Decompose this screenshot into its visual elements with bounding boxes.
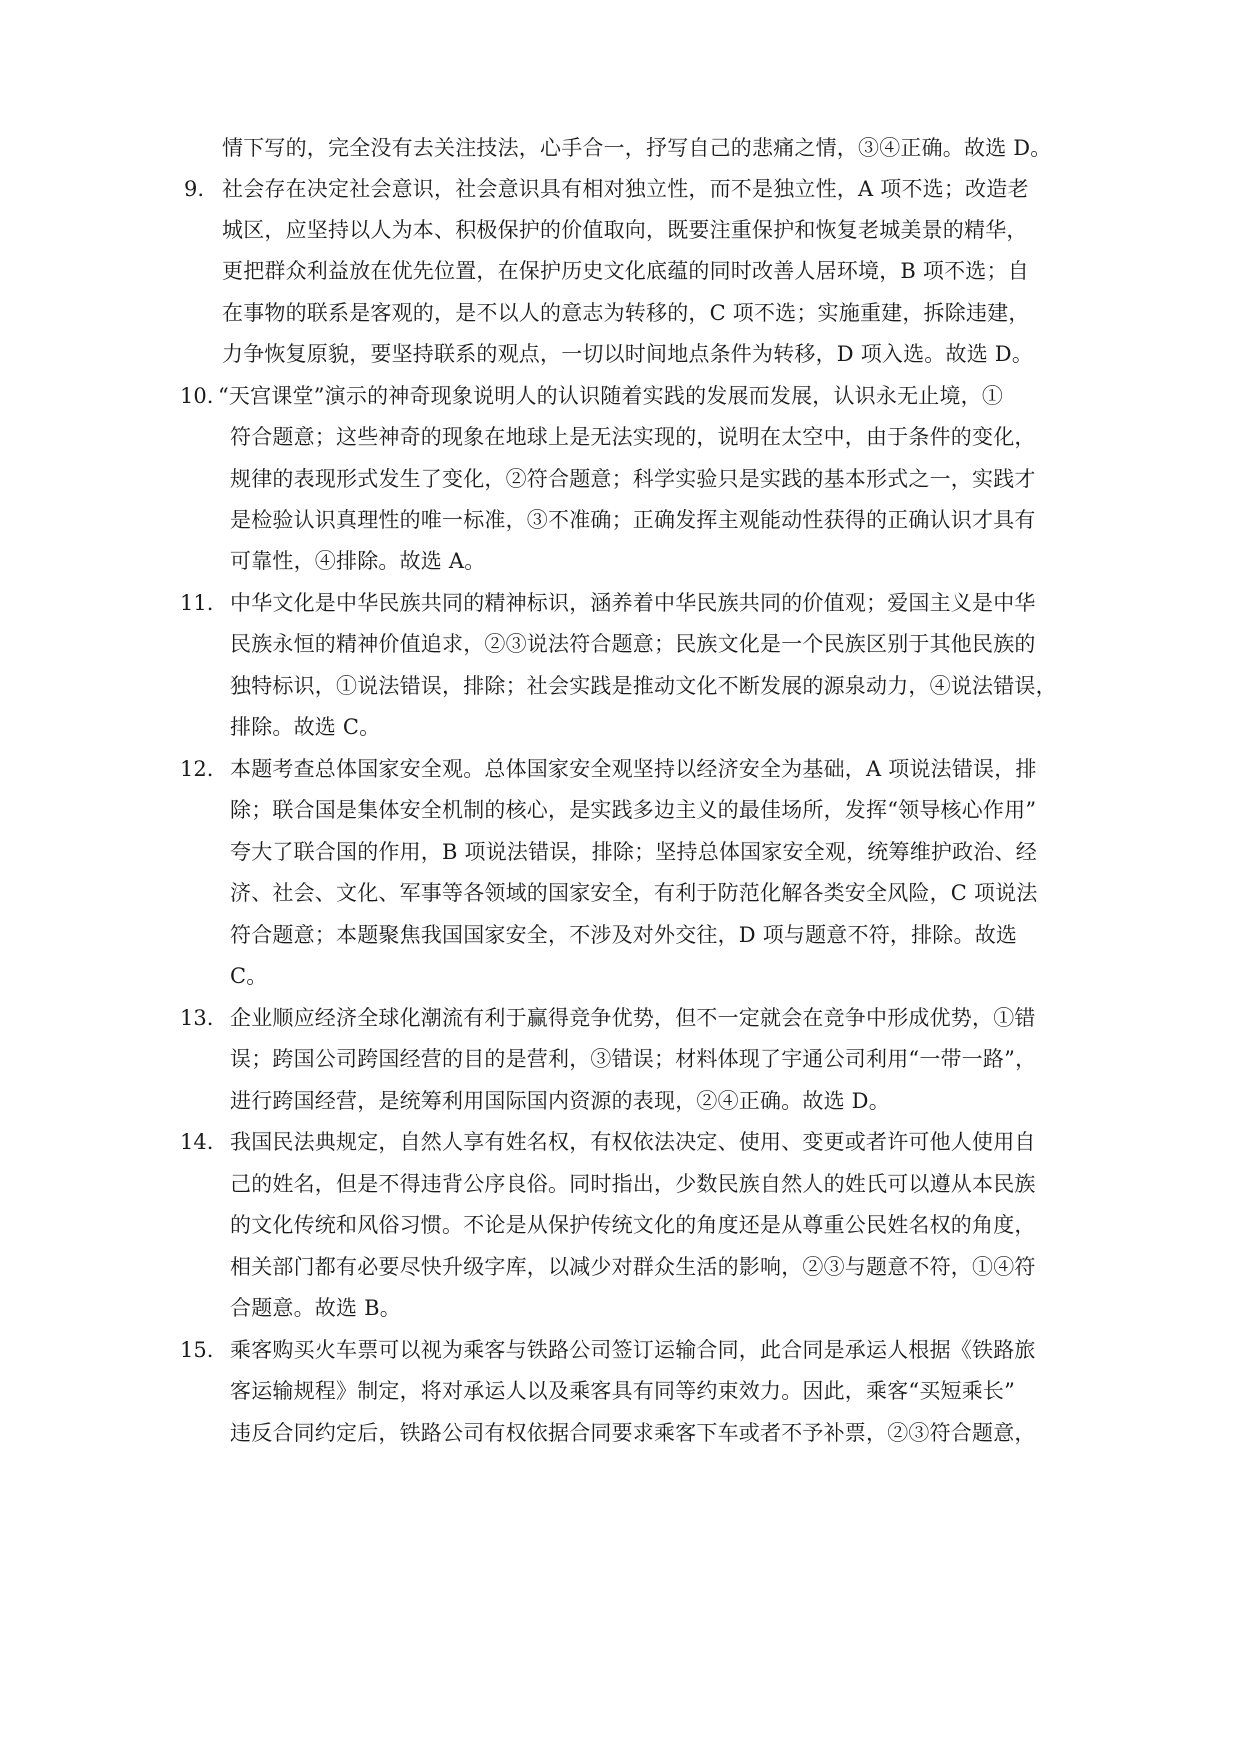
answer-9-line-4: 在事物的联系是客观的，是不以人的意志为转移的，C 项不选；实施重建，拆除违建， xyxy=(222,301,1030,325)
answer-10-line-1: “天宫课堂”演示的神奇现象说明人的认识随着实践的发展而发展，认识永无止境，① xyxy=(218,384,1004,408)
answer-15-line-2: 客运输规程》制定，将对承运人以及乘客具有同等约束效力。因此，乘客“买短乘长” xyxy=(230,1379,1016,1403)
answer-8-line-1: 情下写的，完全没有去关注技法，心手合一，抒写自己的悲痛之情，③④正确。故选 D。 xyxy=(222,136,1052,160)
answer-10-line-5: 可靠性，④排除。故选 A。 xyxy=(230,549,486,573)
answer-10-line-3: 规律的表现形式发生了变化，②符合题意；科学实验只是实践的基本形式之一，实践才 xyxy=(230,467,1036,491)
answer-13-number: 13. xyxy=(180,1006,214,1030)
answer-11-line-1: 中华文化是中华民族共同的精神标识，涵养着中华民族共同的价值观；爱国主义是中华 xyxy=(230,591,1036,615)
answer-14-line-3: 的文化传统和风俗习惯。不论是从保护传统文化的角度还是从尊重公民姓名权的角度， xyxy=(230,1213,1036,1237)
answer-14-line-5: 合题意。故选 B。 xyxy=(230,1296,401,1320)
answer-9-number: 9. xyxy=(184,177,205,201)
answer-10-line-2: 符合题意；这些神奇的现象在地球上是无法实现的，说明在太空中，由于条件的变化， xyxy=(230,425,1036,449)
answer-13-line-3: 进行跨国经营，是统筹利用国际国内资源的表现，②④正确。故选 D。 xyxy=(230,1089,890,1113)
answer-13-line-2: 误；跨国公司跨国经营的目的是营利，③错误；材料体现了宇通公司利用“一带一路”， xyxy=(230,1047,1037,1071)
answer-13-line-1: 企业顺应经济全球化潮流有利于赢得竞争优势，但不一定就会在竞争中形成优势，①错 xyxy=(230,1006,1036,1030)
answer-15-line-1: 乘客购买火车票可以视为乘客与铁路公司签订运输合同，此合同是承运人根据《铁路旅 xyxy=(230,1338,1036,1362)
answer-9-line-5: 力争恢复原貌，要坚持联系的观点，一切以时间地点条件为转移，D 项入选。故选 D。 xyxy=(222,342,1034,366)
answer-12-number: 12. xyxy=(180,757,214,781)
answer-14-number: 14. xyxy=(180,1130,214,1154)
answer-14-line-4: 相关部门都有必要尽快升级字库，以减少对群众生活的影响，②③与题意不符，①④符 xyxy=(230,1255,1036,1279)
answer-12-line-3: 夸大了联合国的作用，B 项说法错误，排除；坚持总体国家安全观，统筹维护政治、经 xyxy=(230,840,1037,864)
answer-9-line-3: 更把群众利益放在优先位置，在保护历史文化底蕴的同时改善人居环境，B 项不选；自 xyxy=(222,259,1029,283)
answer-11-line-3: 独特标识，①说法错误，排除；社会实践是推动文化不断发展的源泉动力，④说法错误， xyxy=(230,674,1057,698)
answer-10-number: 10. xyxy=(180,384,214,408)
answer-11-line-2: 民族永恒的精神价值追求，②③说法符合题意；民族文化是一个民族区别于其他民族的 xyxy=(230,632,1036,656)
answer-11-number: 11. xyxy=(180,591,214,615)
answer-12-line-5: 符合题意；本题聚焦我国国家安全，不涉及对外交往，D 项与题意不符，排除。故选 xyxy=(230,923,1018,947)
answer-12-line-2: 除；联合国是集体安全机制的核心，是实践多边主义的最佳场所，发挥“领导核心作用” xyxy=(230,798,1037,822)
answer-15-number: 15. xyxy=(180,1338,214,1362)
answer-12-line-1: 本题考查总体国家安全观。总体国家安全观坚持以经济安全为基础，A 项说法错误，排 xyxy=(230,757,1037,781)
answer-14-line-2: 己的姓名，但是不得违背公序良俗。同时指出，少数民族自然人的姓氏可以遵从本民族 xyxy=(230,1172,1036,1196)
answer-12-line-4: 济、社会、文化、军事等各领域的国家安全，有利于防范化解各类安全风险，C 项说法 xyxy=(230,881,1038,905)
answer-11-line-4: 排除。故选 C。 xyxy=(230,715,381,739)
answer-12-line-6: C。 xyxy=(230,964,268,988)
answer-14-line-1: 我国民法典规定，自然人享有姓名权，有权依法决定、使用、变更或者许可他人使用自 xyxy=(230,1130,1036,1154)
answer-9-line-1: 社会存在决定社会意识，社会意识具有相对独立性，而不是独立性，A 项不选；改造老 xyxy=(222,177,1029,201)
answer-10-line-4: 是检验认识真理性的唯一标准，③不准确；正确发挥主观能动性获得的正确认识才具有 xyxy=(230,508,1036,532)
answer-15-line-3: 违反合同约定后，铁路公司有权依据合同要求乘客下车或者不予补票，②③符合题意， xyxy=(230,1421,1036,1445)
answer-9-line-2: 城区，应坚持以人为本、积极保护的价值取向，既要注重保护和恢复老城美景的精华， xyxy=(222,218,1028,242)
